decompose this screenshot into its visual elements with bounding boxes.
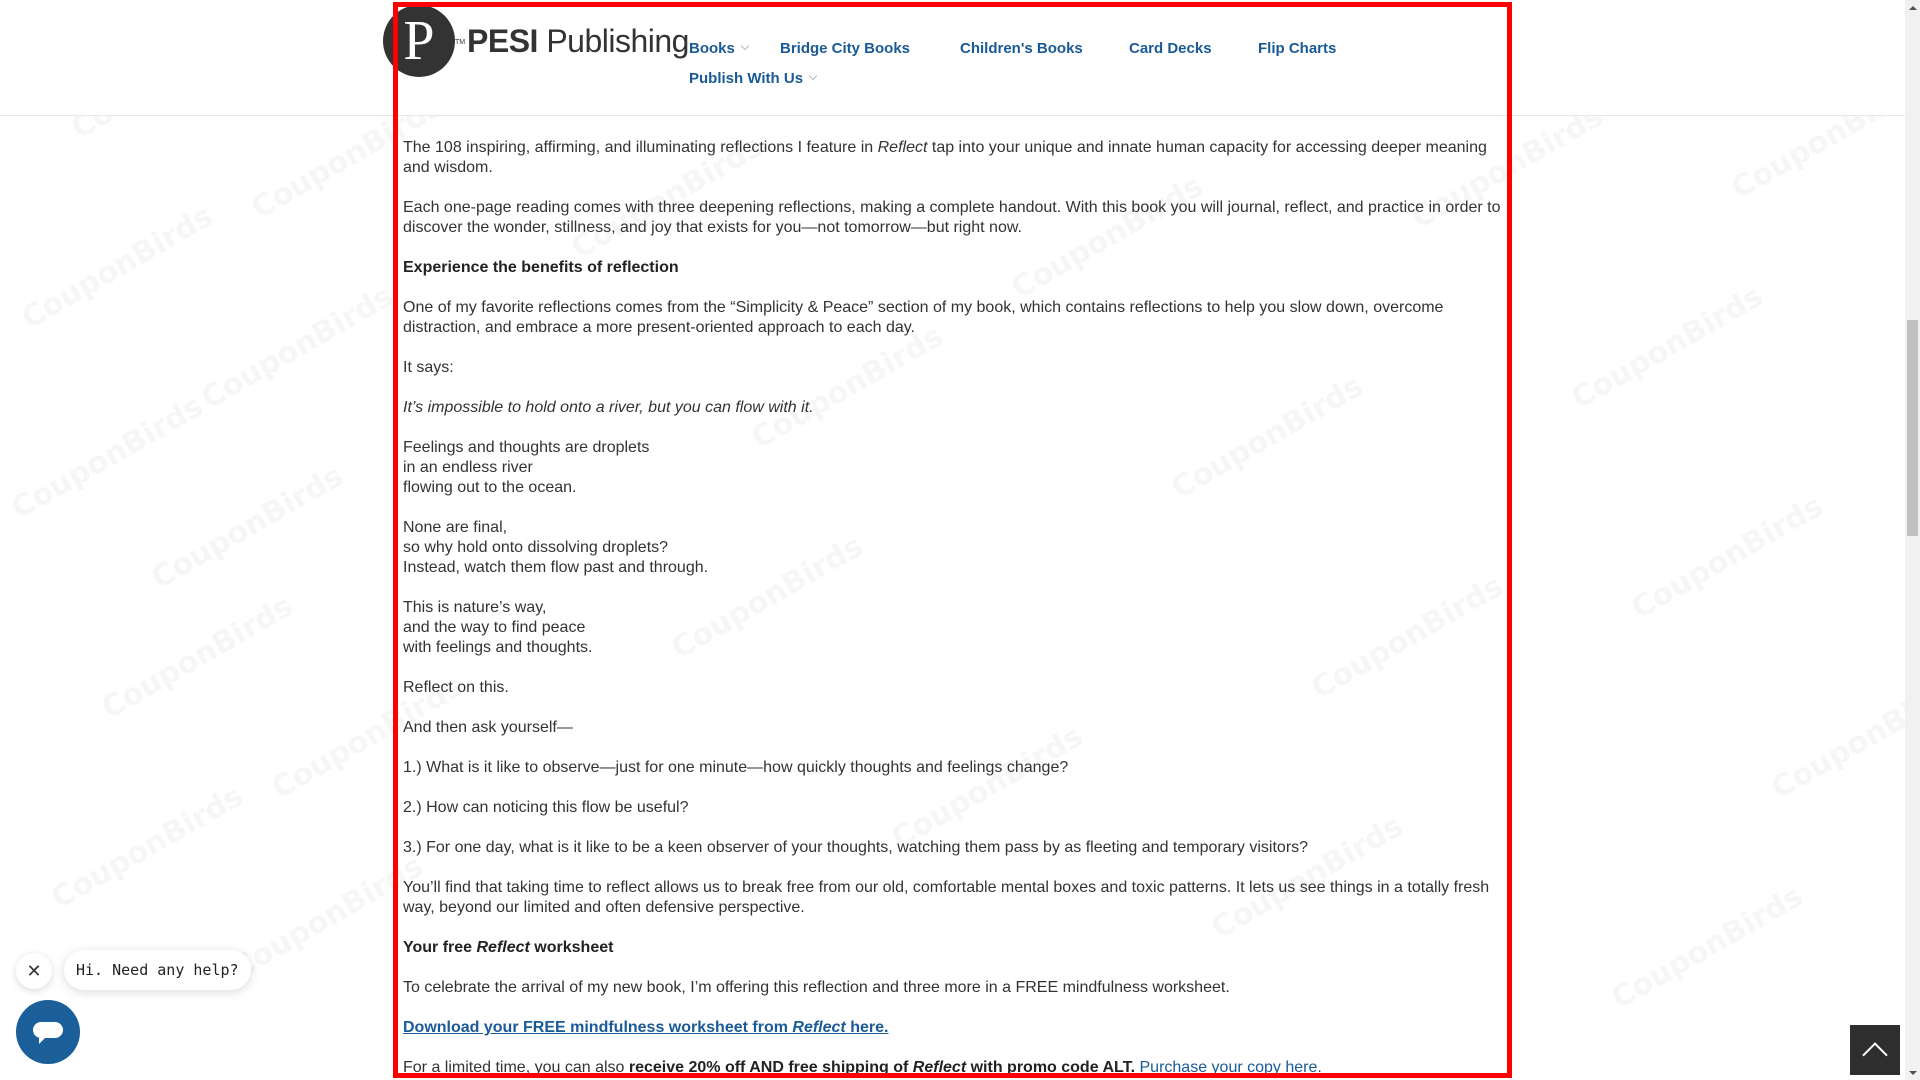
nav-bridge-city-books[interactable]: Bridge City Books [780,40,911,57]
paragraph-download [403,1018,1503,1038]
question-2: 2.) How can noticing this flow be useful? [403,799,689,816]
watermark [96,589,299,727]
paragraph-favorite-reflection: One of my favorite reflections comes from the “Simplicity & Peace” section of my book, which contains reflections to help you slow down, overcome distraction, and embrace a more present-oriented approach to each day. [403,299,1444,336]
nav-childrens-books[interactable]: Children's Books [960,40,1083,57]
site-header [0,0,1905,116]
question-1: 1.) What is it like to observe—just for one minute—how quickly thoughts and feelings change? [403,759,1069,776]
pesi-publishing-logo[interactable] [383,5,689,77]
download-worksheet-link[interactable]: Download your FREE mindfulness worksheet from Reflect here. [403,1019,889,1036]
purchase-copy-link[interactable]: Purchase your copy here. [1139,1059,1322,1076]
paragraph-reflections-intro: The 108 inspiring, affirming, and illuminating reflections I feature in Reflect tap into your unique and innate human capacity for accessing deeper meaning and wisdom. [403,139,1487,176]
watermark [1606,879,1809,1017]
watermark [196,279,399,417]
poem-stanza-1: Feelings and thoughts are droplets in an endless river flowing out to the ocean. [403,439,650,496]
close-icon: ✕ [26,960,42,981]
watermark [226,849,429,987]
logo-wordmark: PESI Publishing [467,22,689,59]
watermark [146,459,349,597]
paragraph-it-says: It says: [403,359,454,376]
nav-flip-charts[interactable]: Flip Charts [1258,40,1337,57]
poem-stanza-2: None are final, so why hold onto dissolving droplets? Instead, watch them flow past and through. [403,519,709,576]
paragraph-reflect-on-this: Reflect on this. [403,679,509,696]
quote: It’s impossible to hold onto a river, but you can flow with it. [403,399,814,416]
scroll-down-arrow-icon[interactable] [1905,1065,1920,1080]
paragraph-break-free: You’ll find that taking time to reflect allows us to break free from our old, comfortable mental boxes and toxic patterns. It lets us see things in a totally fresh way, beyond our limited and often defensive perspective. [403,879,1490,916]
back-to-top-button[interactable] [1850,1025,1900,1075]
paragraph-one-page-reading: Each one-page reading comes with three deepening reflections, making a complete handout. With this book you will journal, reflect, and practice in order to discover the wonder, stillness, and joy that exists for you—not tomorrow—but right now. [403,199,1501,236]
watermark [1626,489,1829,627]
heading-benefits: Experience the benefits of reflection [403,259,679,276]
chevron-down-icon [809,72,817,80]
logo-p-icon: P TM [383,5,455,77]
nav-books[interactable]: Books [689,40,748,57]
book-title: Reflect [877,139,928,156]
chevron-up-icon [1862,1042,1887,1067]
chat-close-button[interactable] [16,953,52,989]
chevron-down-icon [741,42,749,50]
chat-launcher-button[interactable] [16,1000,80,1064]
watermark [16,199,219,337]
paragraph-celebrate: To celebrate the arrival of my new book, I’m offering this reflection and three more in a FREE mindfulness worksheet. [403,979,1230,996]
watermark [1766,669,1920,807]
article-body [403,98,1503,1080]
question-3: 3.) For one day, what is it like to be a keen observer of your thoughts, watching them pass by as fleeting and temporary visitors? [403,839,1309,856]
scroll-up-arrow-icon[interactable] [1905,0,1920,15]
poem-stanza-3: This is nature’s way, and the way to find peace with feelings and thoughts. [403,599,593,656]
nav-card-decks[interactable]: Card Decks [1129,40,1212,57]
watermark [1566,279,1769,417]
nav-publish-with-us[interactable]: Publish With Us [689,70,816,87]
page-scrollbar[interactable] [1905,0,1920,1080]
paragraph-ask-yourself: And then ask yourself— [403,719,573,736]
chat-bubble-icon [33,1022,63,1038]
chat-greeting-bubble[interactable]: Hi. Need any help? [64,950,251,990]
scrollbar-thumb[interactable] [1907,320,1918,536]
paragraph-promo: For a limited time, you can also receive 20% off AND free shipping of Reflect with promo code ALT. Purchase your copy here. [403,1059,1322,1076]
promo-text: receive 20% off AND free shipping of Reflect with promo code ALT. [628,1059,1136,1076]
heading-worksheet: Your free Reflect worksheet [403,939,614,956]
watermark [46,779,249,917]
watermark [6,389,209,527]
